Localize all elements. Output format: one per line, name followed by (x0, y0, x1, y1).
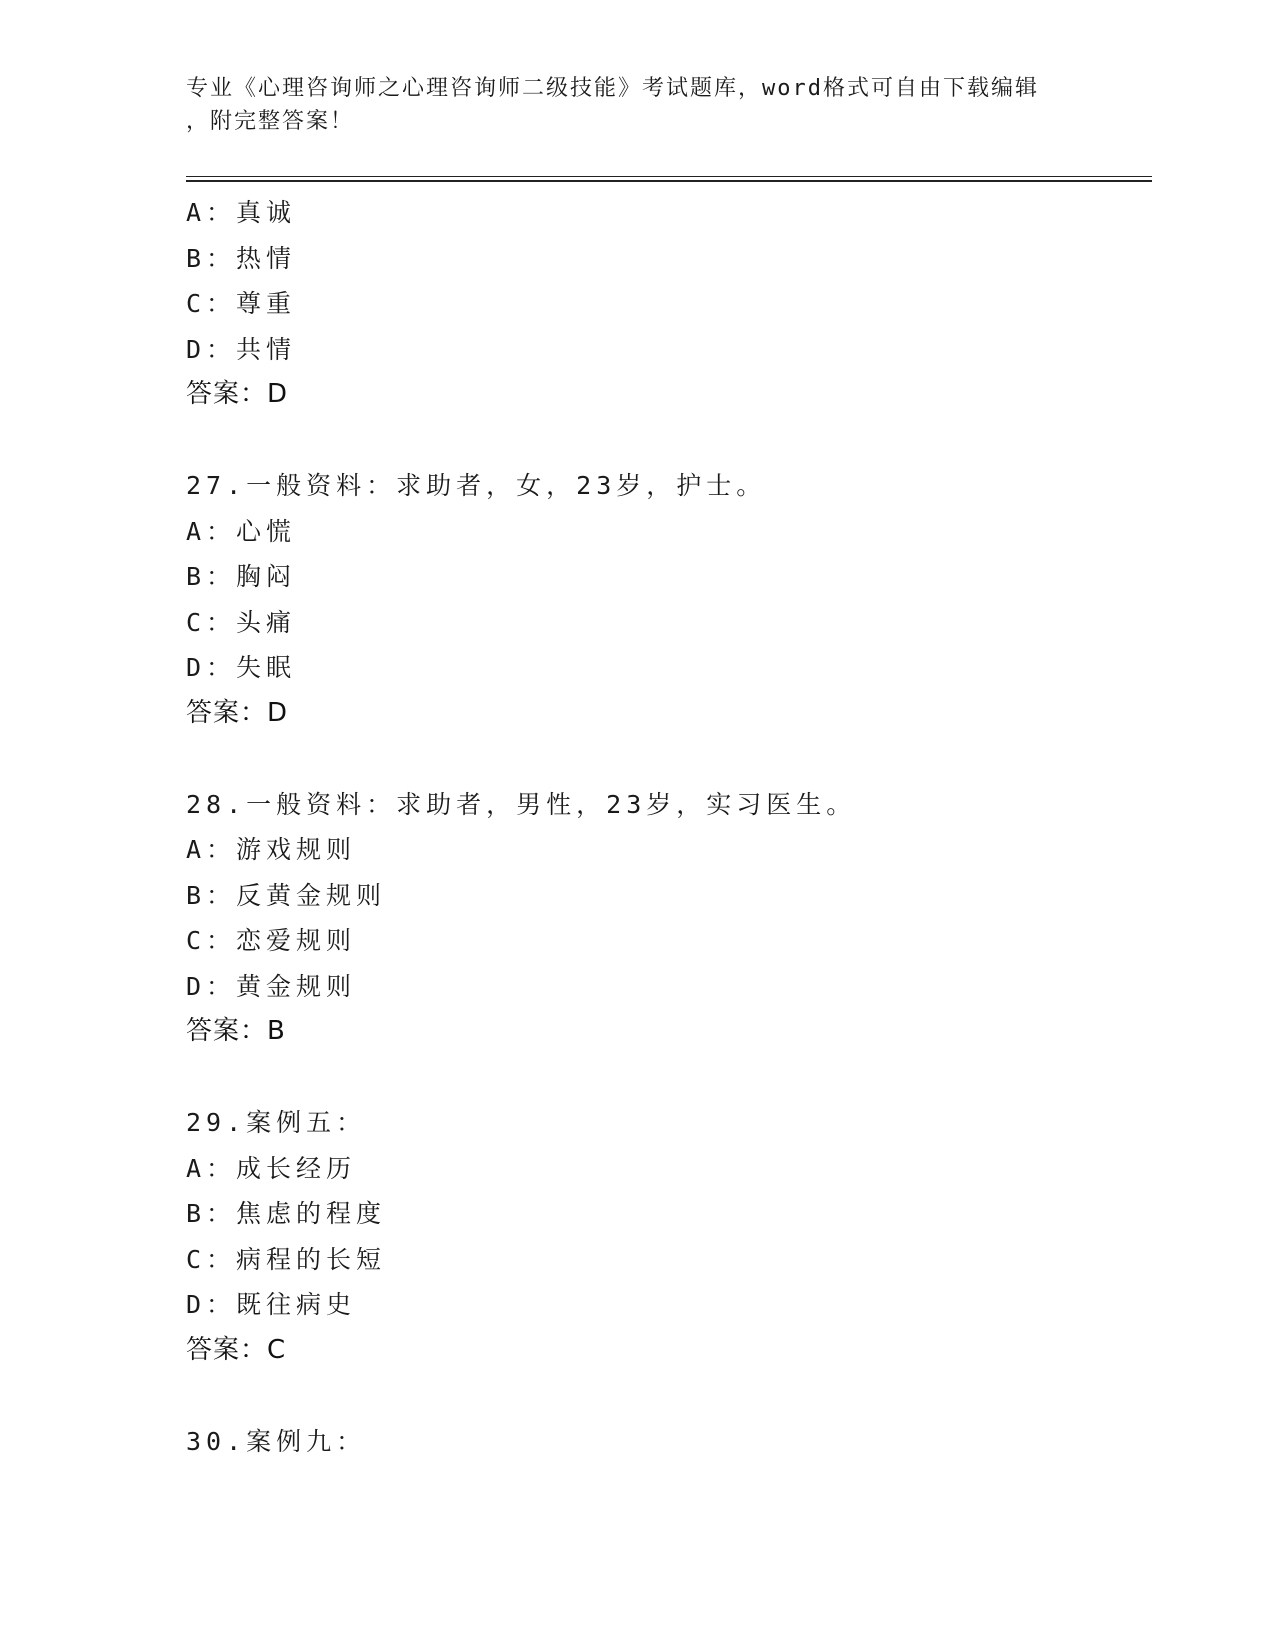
option-b: B：热情 (186, 243, 297, 273)
answer-line: 答案：C (186, 1334, 287, 1365)
option-c: C：病程的长短 (186, 1244, 387, 1274)
header-line-1: 专业《心理咨询师之心理咨询师二级技能》考试题库，word格式可自由下载编辑 (186, 76, 1039, 101)
document-header (186, 72, 1076, 138)
question-list (186, 190, 1146, 1464)
answer-line: 答案：D (186, 379, 289, 409)
option-d: D：既往病史 (186, 1290, 357, 1319)
header-line-2: ，附完整答案！ (186, 109, 355, 134)
question-stem: 30.案例九： (186, 1426, 367, 1456)
question-29 (186, 1100, 1146, 1373)
question-stem: 28.一般资料：求助者，男性，23岁，实习医生。 (186, 789, 857, 819)
option-d: D：黄金规则 (186, 971, 357, 1001)
option-d: D：共情 (186, 334, 297, 364)
option-b: B：焦虑的程度 (186, 1199, 387, 1228)
spacer (186, 736, 1146, 782)
header-divider-thin (186, 176, 1152, 177)
option-a: A：游戏规则 (186, 835, 357, 864)
question-27 (186, 463, 1146, 736)
answer-line: 答案：D (186, 697, 289, 728)
question-stem: 27.一般资料：求助者，女，23岁，护士。 (186, 471, 767, 500)
option-c: C：头痛 (186, 607, 297, 637)
spacer (186, 1055, 1146, 1101)
question-26 (186, 190, 1146, 418)
spacer (186, 418, 1146, 464)
option-c: C：尊重 (186, 289, 297, 318)
option-a: A：心慌 (186, 516, 297, 546)
option-a: A：真诚 (186, 198, 297, 227)
question-stem: 29.案例五： (186, 1108, 367, 1137)
spacer (186, 1373, 1146, 1419)
option-b: B：胸闷 (186, 562, 297, 591)
question-28 (186, 782, 1146, 1055)
option-d: D：失眠 (186, 653, 297, 682)
answer-line: 答案：B (186, 1016, 286, 1046)
header-divider-thick (186, 180, 1152, 182)
question-30 (186, 1419, 1146, 1465)
option-b: B：反黄金规则 (186, 880, 387, 910)
option-a: A：成长经历 (186, 1153, 357, 1183)
option-c: C：恋爱规则 (186, 926, 357, 955)
